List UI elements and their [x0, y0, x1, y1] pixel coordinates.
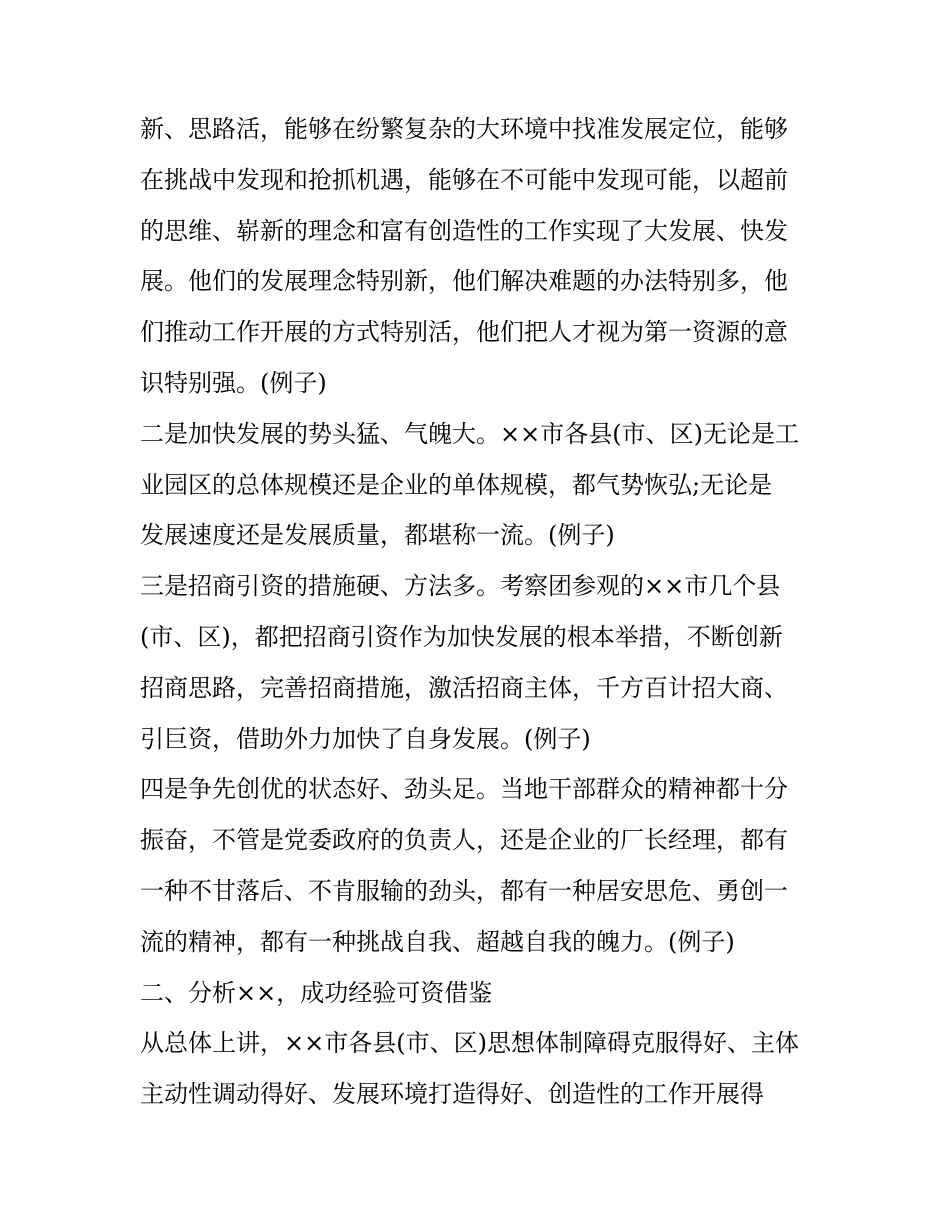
text-line: 振奋，不管是党委政府的负责人，还是企业的厂长经理，都有	[140, 826, 788, 855]
text-line: 从总体上讲，××市各县(市、区)思想体制障碍克服得好、主体	[140, 1029, 799, 1058]
text-line: 的思维、崭新的理念和富有创造性的工作实现了大发展、快发	[140, 216, 788, 245]
text-line: 二是加快发展的势头猛、气魄大。××市各县(市、区)无论是工	[140, 419, 799, 448]
text-line: 在挑战中发现和抢抓机遇，能够在不可能中发现可能，以超前	[140, 165, 788, 194]
text-line: 一种不甘落后、不肯服输的劲头，都有一种居安思危、勇创一	[140, 876, 788, 905]
text-line: 业园区的总体规模还是企业的单体规模，都气势恢弘;无论是	[140, 470, 773, 499]
text-line: 四是争先创优的状态好、劲头足。当地干部群众的精神都十分	[140, 775, 788, 804]
text-line: 新、思路活，能够在纷繁复杂的大环境中找准发展定位，能够	[140, 115, 788, 143]
text-line: 发展速度还是发展质量，都堪称一流。(例子)	[140, 521, 615, 550]
text-line: 展。他们的发展理念特别新，他们解决难题的办法特别多，他	[140, 267, 788, 296]
text-line: 们推动工作开展的方式特别活，他们把人才视为第一资源的意	[140, 318, 788, 347]
text-line: (市、区)，都把招商引资作为加快发展的根本举措，不断创新	[140, 622, 783, 651]
text-line: 识特别强。(例子)	[140, 368, 327, 397]
text-line: 引巨资，借助外力加快了自身发展。(例子)	[140, 724, 591, 753]
text-line: 招商思路，完善招商措施，激活招商主体，千方百计招大商、	[140, 673, 788, 702]
text-line: 主动性调动得好、发展环境打造得好、创造性的工作开展得	[140, 1080, 764, 1109]
section-heading: 二、分析××，成功经验可资借鉴	[140, 978, 493, 1007]
text-line: 流的精神，都有一种挑战自我、超越自我的魄力。(例子)	[140, 927, 735, 956]
document-body	[140, 104, 830, 1120]
text-line: 三是招商引资的措施硬、方法多。考察团参观的××市几个县	[140, 572, 781, 601]
